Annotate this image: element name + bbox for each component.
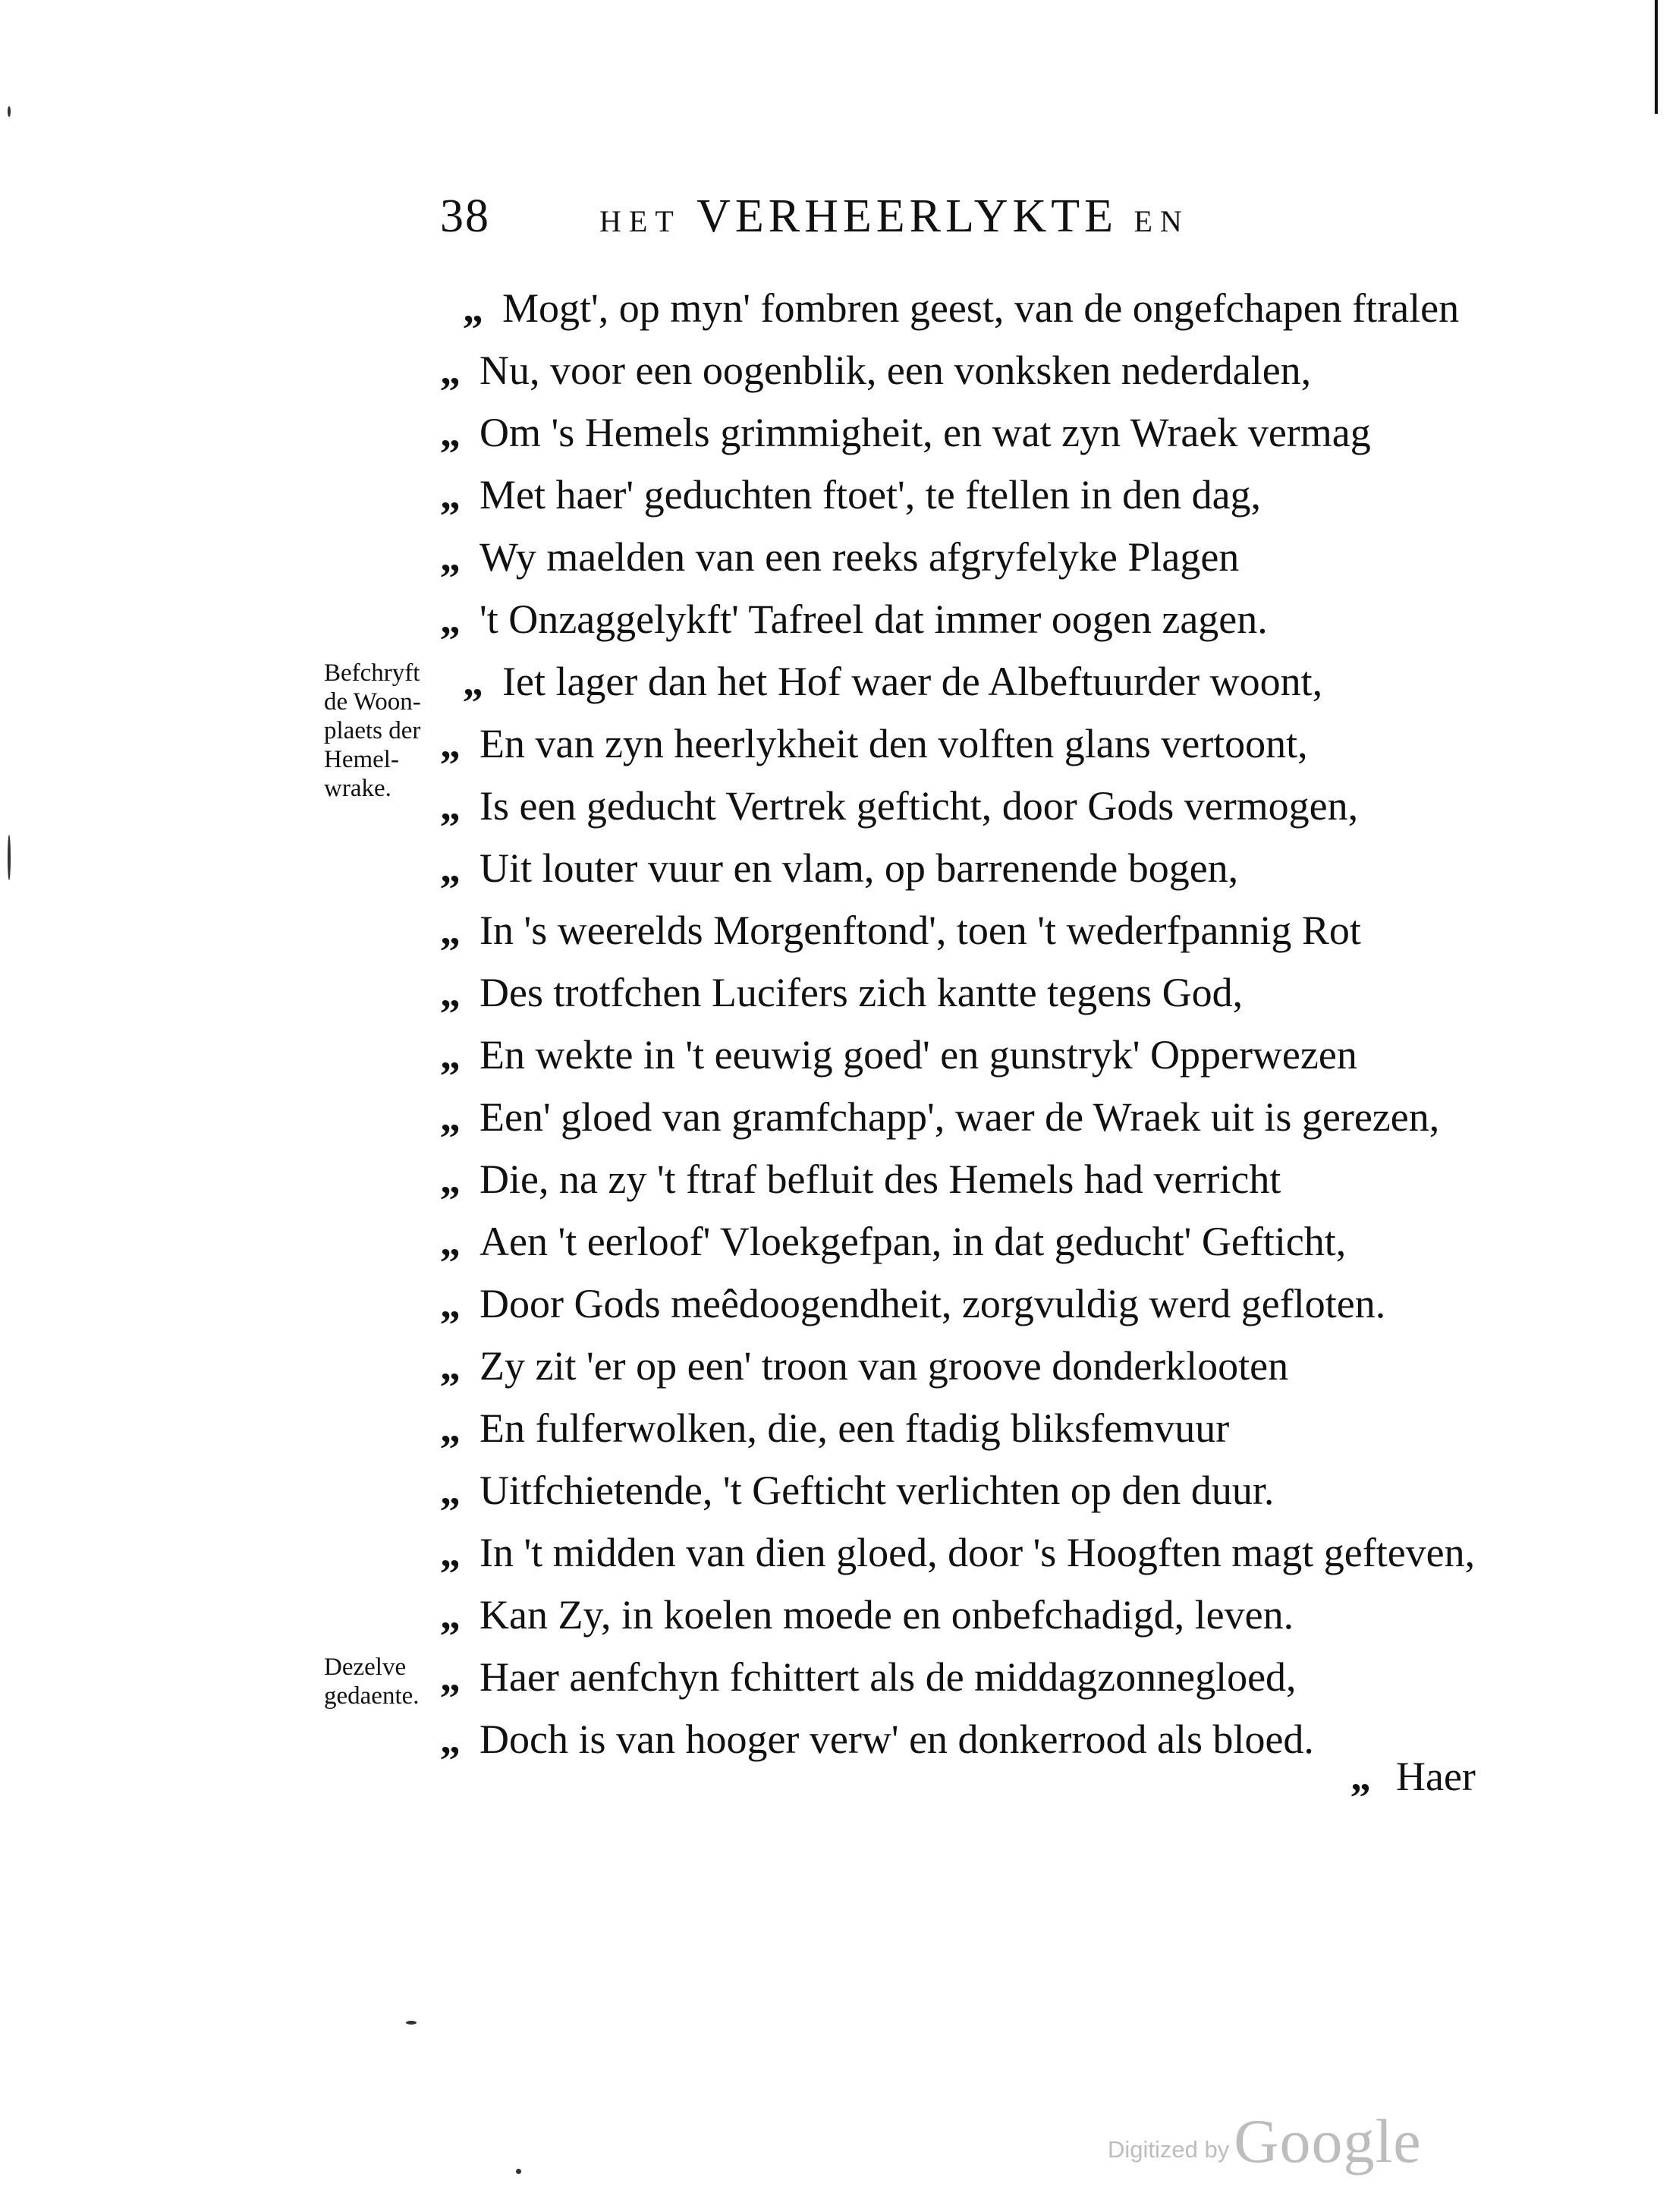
- margin-note-dwelling: [324, 659, 453, 803]
- poem-line-text: Uitfchietende, 't Gefticht verlichten op den duur.: [479, 1468, 1275, 1513]
- quote-mark: „: [440, 1592, 461, 1638]
- quote-mark: „: [440, 1468, 461, 1513]
- quote-mark: „: [440, 596, 461, 642]
- poem-line: [440, 775, 1517, 837]
- poem-line-text: In 't midden van dien gloed, door 's Hoogften magt gefteven,: [479, 1530, 1476, 1575]
- poem-line-text: Die, na zy 't ftraf befluit des Hemels had verricht: [479, 1156, 1281, 1202]
- poem-line: [440, 1584, 1517, 1646]
- quote-mark: „: [440, 970, 461, 1015]
- poem-line-text: Met haer' geduchten ftoet', te ftellen in den dag,: [479, 472, 1262, 518]
- poem-line: [440, 650, 1517, 713]
- quote-mark: „: [463, 659, 483, 704]
- poem-line-text: Is een geducht Vertrek gefticht, door Gods vermogen,: [479, 783, 1359, 829]
- margin-note-line: Hemel-: [324, 746, 399, 773]
- poem-line: [440, 1397, 1517, 1459]
- poem-line: [440, 277, 1517, 339]
- poem-line-text: Iet lager dan het Hof waer de Albeftuurder woont,: [502, 659, 1323, 704]
- poem-line-text: Zy zit 'er op een' troon van groove donderklooten: [479, 1343, 1289, 1389]
- page-edge-line: [1655, 0, 1658, 114]
- poem-line-text: 't Onzaggelykft' Tafreel dat immer oogen zagen.: [479, 596, 1268, 642]
- page-number: 38: [440, 190, 490, 242]
- poem-line: [440, 339, 1517, 401]
- poem-line: [440, 1148, 1517, 1210]
- quote-mark: „: [440, 1654, 461, 1700]
- poem-line: [440, 526, 1517, 588]
- margin-note-appearance: [324, 1653, 453, 1710]
- poem-line: [440, 464, 1517, 526]
- poem-line-text: Door Gods meêdoogendheit, zorgvuldig werd gefloten.: [479, 1281, 1386, 1326]
- poem-line-text: En fulferwolken, die, een ftadig bliksfemvuur: [479, 1405, 1230, 1451]
- running-title-main: VERHEERLYKTE: [696, 190, 1118, 242]
- quote-mark: „: [440, 845, 461, 891]
- quote-mark: „: [440, 1094, 461, 1140]
- poem-line-text: Mogt', op myn' fombren geest, van de ongefchapen ftralen: [502, 285, 1460, 331]
- poem-line: [440, 1646, 1517, 1708]
- poem-line-text: Nu, voor een oogenblik, een vonksken nederdalen,: [479, 348, 1312, 393]
- poem-line-text: Des trotfchen Lucifers zich kantte tegens God,: [479, 970, 1244, 1015]
- poem-line: [440, 1273, 1517, 1335]
- watermark-prefix: Digitized by: [1108, 2136, 1230, 2163]
- poem-line-text: Een' gloed van gramfchapp', waer de Wraek uit is gerezen,: [479, 1094, 1440, 1140]
- ink-speck: [406, 2021, 417, 2025]
- poem-line: [440, 1459, 1517, 1521]
- poem-line-text: Haer aenfchyn fchittert als de middagzonnegloed,: [479, 1654, 1297, 1700]
- running-title: [599, 182, 1190, 256]
- poem-line: [440, 899, 1517, 961]
- margin-note-line: Befchryft: [324, 659, 420, 687]
- catchword-text: Haer: [1396, 1754, 1476, 1799]
- poem-line-text: Uit louter vuur en vlam, op barrenende bogen,: [479, 845, 1239, 891]
- margin-note-line: gedaente.: [324, 1682, 420, 1710]
- poem-line-text: En wekte in 't eeuwig goed' en gunstryk' Opperwezen: [479, 1032, 1357, 1078]
- poem-line-text: En van zyn heerlykheit den volften glans vertoont,: [479, 721, 1308, 766]
- page-header: [440, 182, 1442, 250]
- quote-mark: „: [440, 348, 461, 393]
- quote-mark: „: [1350, 1754, 1371, 1799]
- quote-mark: „: [440, 721, 461, 766]
- quote-mark: „: [440, 1281, 461, 1326]
- quote-mark: „: [440, 410, 461, 455]
- poem-line: [440, 1521, 1517, 1584]
- margin-note-line: wrake.: [324, 775, 391, 802]
- poem-line-text: Aen 't eerloof' Vloekgefpan, in dat geducht' Gefticht,: [479, 1219, 1347, 1264]
- margin-note-line: de Woon-: [324, 688, 421, 716]
- quote-mark: „: [440, 908, 461, 953]
- poem-line: [440, 713, 1517, 775]
- quote-mark: „: [440, 783, 461, 829]
- quote-mark: „: [440, 1530, 461, 1575]
- running-title-prefix: HET: [599, 204, 681, 238]
- quote-mark: „: [440, 1156, 461, 1202]
- poem-line-text: Doch is van hooger verw' en donkerrood als bloed.: [479, 1716, 1314, 1762]
- quote-mark: „: [440, 472, 461, 518]
- quote-mark: „: [440, 1032, 461, 1078]
- poem-line: [440, 837, 1517, 899]
- google-logo: Google: [1234, 2107, 1422, 2176]
- poem-line-text: Om 's Hemels grimmigheit, en wat zyn Wraek vermag: [479, 410, 1371, 455]
- poem-line-text: Wy maelden van een reeks afgryfelyke Plagen: [479, 534, 1240, 580]
- catchword: [1350, 1745, 1476, 1808]
- quote-mark: „: [440, 1716, 461, 1762]
- poem-body: [440, 277, 1517, 1770]
- digitized-by-google-watermark: [1108, 2106, 1422, 2177]
- running-title-suffix: EN: [1133, 204, 1190, 238]
- ink-speck: [8, 106, 11, 117]
- poem-line: [440, 1335, 1517, 1397]
- poem-line: [440, 1024, 1517, 1086]
- poem-line: [440, 1210, 1517, 1273]
- quote-mark: „: [440, 1219, 461, 1264]
- quote-mark: „: [440, 534, 461, 580]
- quote-mark: „: [440, 1343, 461, 1389]
- margin-note-line: Dezelve: [324, 1653, 407, 1681]
- ink-speck: [516, 2169, 521, 2174]
- margin-note-line: plaets der: [324, 717, 421, 744]
- poem-line: [440, 961, 1517, 1024]
- poem-line-text: In 's weerelds Morgenftond', toen 't wederfpannig Rot: [479, 908, 1361, 953]
- ink-speck: [8, 835, 11, 880]
- quote-mark: „: [440, 1405, 461, 1451]
- poem-line: [440, 401, 1517, 464]
- poem-line-text: Kan Zy, in koelen moede en onbefchadigd, leven.: [479, 1592, 1294, 1638]
- quote-mark: „: [463, 285, 483, 331]
- poem-line: [440, 1086, 1517, 1148]
- poem-line: [440, 588, 1517, 650]
